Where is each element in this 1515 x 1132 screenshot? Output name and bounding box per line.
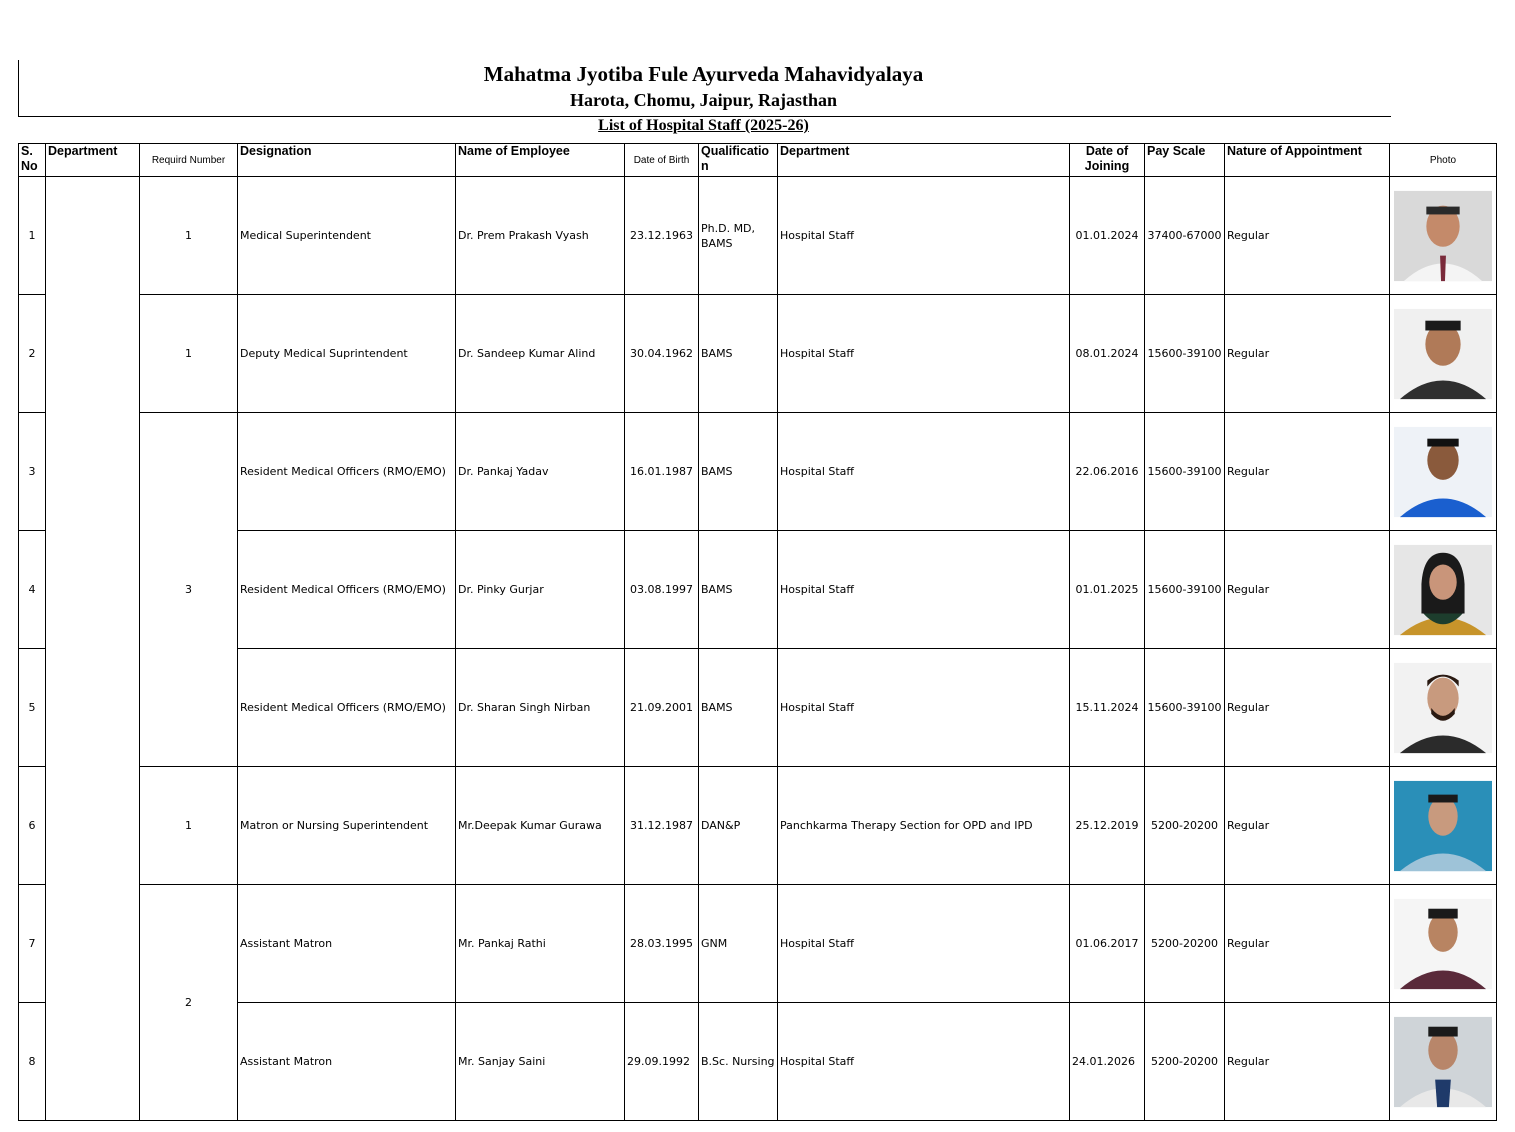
cell-dob: 29.09.1992 [625, 1003, 699, 1121]
cell-dob: 31.12.1987 [625, 767, 699, 885]
cell-nature: Regular [1225, 295, 1390, 413]
cell-photo [1390, 295, 1497, 413]
cell-doj: 22.06.2016 [1070, 413, 1145, 531]
cell-name: Dr. Sharan Singh Nirban [456, 649, 625, 767]
col-dob: Date of Birth [625, 144, 699, 177]
cell-nature: Regular [1225, 1003, 1390, 1121]
cell-name: Mr. Sanjay Saini [456, 1003, 625, 1121]
cell-nature: Regular [1225, 531, 1390, 649]
cell-sno: 4 [19, 531, 46, 649]
college-title: Mahatma Jyotiba Fule Ayurveda Mahavidyalaya [483, 62, 924, 86]
cell-nature: Regular [1225, 767, 1390, 885]
cell-nature: Regular [1225, 885, 1390, 1003]
cell-pay: 15600-39100 [1145, 649, 1225, 767]
table-row [19, 885, 1497, 1003]
employee-photo [1394, 780, 1492, 872]
cell-department: Hospital Staff [778, 295, 1070, 413]
col-department2: Department [778, 144, 1070, 177]
cell-doj: 25.12.2019 [1070, 767, 1145, 885]
col-required: Requird Number [140, 144, 238, 177]
table-row [19, 767, 1497, 885]
cell-photo [1390, 649, 1497, 767]
list-title: List of Hospital Staff (2025-26) [598, 117, 809, 134]
col-sno: S. No [19, 144, 46, 177]
employee-photo [1394, 898, 1492, 990]
employee-photo [1394, 662, 1492, 754]
cell-required: 3 [140, 413, 238, 767]
cell-sno: 3 [19, 413, 46, 531]
col-photo: Photo [1390, 144, 1497, 177]
cell-designation: Assistant Matron [238, 885, 456, 1003]
cell-required: 1 [140, 177, 238, 295]
cell-name: Dr. Pankaj Yadav [456, 413, 625, 531]
cell-name: Mr. Pankaj Rathi [456, 885, 625, 1003]
cell-required: 1 [140, 767, 238, 885]
cell-photo [1390, 885, 1497, 1003]
table-row [19, 295, 1497, 413]
cell-name: Dr. Prem Prakash Vyash [456, 177, 625, 295]
cell-doj: 24.01.2026 [1070, 1003, 1145, 1121]
employee-photo [1394, 190, 1492, 282]
cell-dob: 28.03.1995 [625, 885, 699, 1003]
employee-photo [1394, 308, 1492, 400]
cell-name: Mr.Deepak Kumar Gurawa [456, 767, 625, 885]
cell-dob: 30.04.1962 [625, 295, 699, 413]
cell-required: 1 [140, 295, 238, 413]
cell-name: Dr. Pinky Gurjar [456, 531, 625, 649]
cell-photo [1390, 531, 1497, 649]
staff-table [18, 143, 1497, 1121]
employee-photo [1394, 1016, 1492, 1108]
cell-designation: Resident Medical Officers (RMO/EMO) [238, 413, 456, 531]
cell-designation: Medical Superintendent [238, 177, 456, 295]
table-row [19, 531, 1497, 649]
cell-doj: 01.01.2025 [1070, 531, 1145, 649]
employee-photo [1394, 426, 1492, 518]
cell-sno: 6 [19, 767, 46, 885]
col-department: Department [46, 144, 140, 177]
cell-sno: 7 [19, 885, 46, 1003]
cell-qualification: B.Sc. Nursing [699, 1003, 778, 1121]
cell-sno: 2 [19, 295, 46, 413]
cell-name: Dr. Sandeep Kumar Alind [456, 295, 625, 413]
cell-sno: 8 [19, 1003, 46, 1121]
cell-pay: 15600-39100 [1145, 413, 1225, 531]
table-row [19, 649, 1497, 767]
cell-dob: 16.01.1987 [625, 413, 699, 531]
col-qualification: Qualification [699, 144, 778, 177]
cell-pay: 5200-20200 [1145, 1003, 1225, 1121]
cell-qualification: BAMS [699, 295, 778, 413]
cell-pay: 5200-20200 [1145, 767, 1225, 885]
col-designation: Designation [238, 144, 456, 177]
employee-photo [1394, 544, 1492, 636]
cell-department: Hospital Staff [778, 649, 1070, 767]
col-doj: Date of Joining [1070, 144, 1145, 177]
cell-department: Hospital Staff [778, 177, 1070, 295]
col-pay: Pay Scale [1145, 144, 1225, 177]
cell-qualification: BAMS [699, 413, 778, 531]
cell-pay: 5200-20200 [1145, 885, 1225, 1003]
cell-pay: 37400-67000 [1145, 177, 1225, 295]
cell-department: Hospital Staff [778, 413, 1070, 531]
cell-doj: 01.01.2024 [1070, 177, 1145, 295]
cell-doj: 01.06.2017 [1070, 885, 1145, 1003]
cell-qualification: Ph.D. MD, BAMS [699, 177, 778, 295]
cell-department-merged [46, 177, 140, 1121]
cell-designation: Matron or Nursing Superintendent [238, 767, 456, 885]
cell-doj: 15.11.2024 [1070, 649, 1145, 767]
cell-required: 2 [140, 885, 238, 1121]
table-row [19, 177, 1497, 295]
cell-pay: 15600-39100 [1145, 531, 1225, 649]
cell-nature: Regular [1225, 177, 1390, 295]
cell-dob: 03.08.1997 [625, 531, 699, 649]
cell-dob: 21.09.2001 [625, 649, 699, 767]
table-header-row [19, 144, 1497, 177]
cell-designation: Resident Medical Officers (RMO/EMO) [238, 531, 456, 649]
cell-photo [1390, 413, 1497, 531]
cell-dob: 23.12.1963 [625, 177, 699, 295]
cell-department: Panchkarma Therapy Section for OPD and IPD [778, 767, 1070, 885]
cell-designation: Resident Medical Officers (RMO/EMO) [238, 649, 456, 767]
cell-sno: 5 [19, 649, 46, 767]
table-row [19, 413, 1497, 531]
cell-qualification: BAMS [699, 649, 778, 767]
cell-department: Hospital Staff [778, 531, 1070, 649]
cell-pay: 15600-39100 [1145, 295, 1225, 413]
college-address: Harota, Chomu, Jaipur, Rajasthan [569, 90, 838, 110]
cell-qualification: BAMS [699, 531, 778, 649]
cell-department: Hospital Staff [778, 1003, 1070, 1121]
col-name: Name of Employee [456, 144, 625, 177]
cell-designation: Deputy Medical Suprintendent [238, 295, 456, 413]
cell-qualification: GNM [699, 885, 778, 1003]
cell-nature: Regular [1225, 649, 1390, 767]
cell-nature: Regular [1225, 413, 1390, 531]
cell-qualification: DAN&P [699, 767, 778, 885]
cell-doj: 08.01.2024 [1070, 295, 1145, 413]
cell-photo [1390, 767, 1497, 885]
table-row [19, 1003, 1497, 1121]
cell-designation: Assistant Matron [238, 1003, 456, 1121]
cell-sno: 1 [19, 177, 46, 295]
cell-photo [1390, 177, 1497, 295]
cell-department: Hospital Staff [778, 885, 1070, 1003]
col-nature: Nature of Appointment [1225, 144, 1390, 177]
cell-photo [1390, 1003, 1497, 1121]
